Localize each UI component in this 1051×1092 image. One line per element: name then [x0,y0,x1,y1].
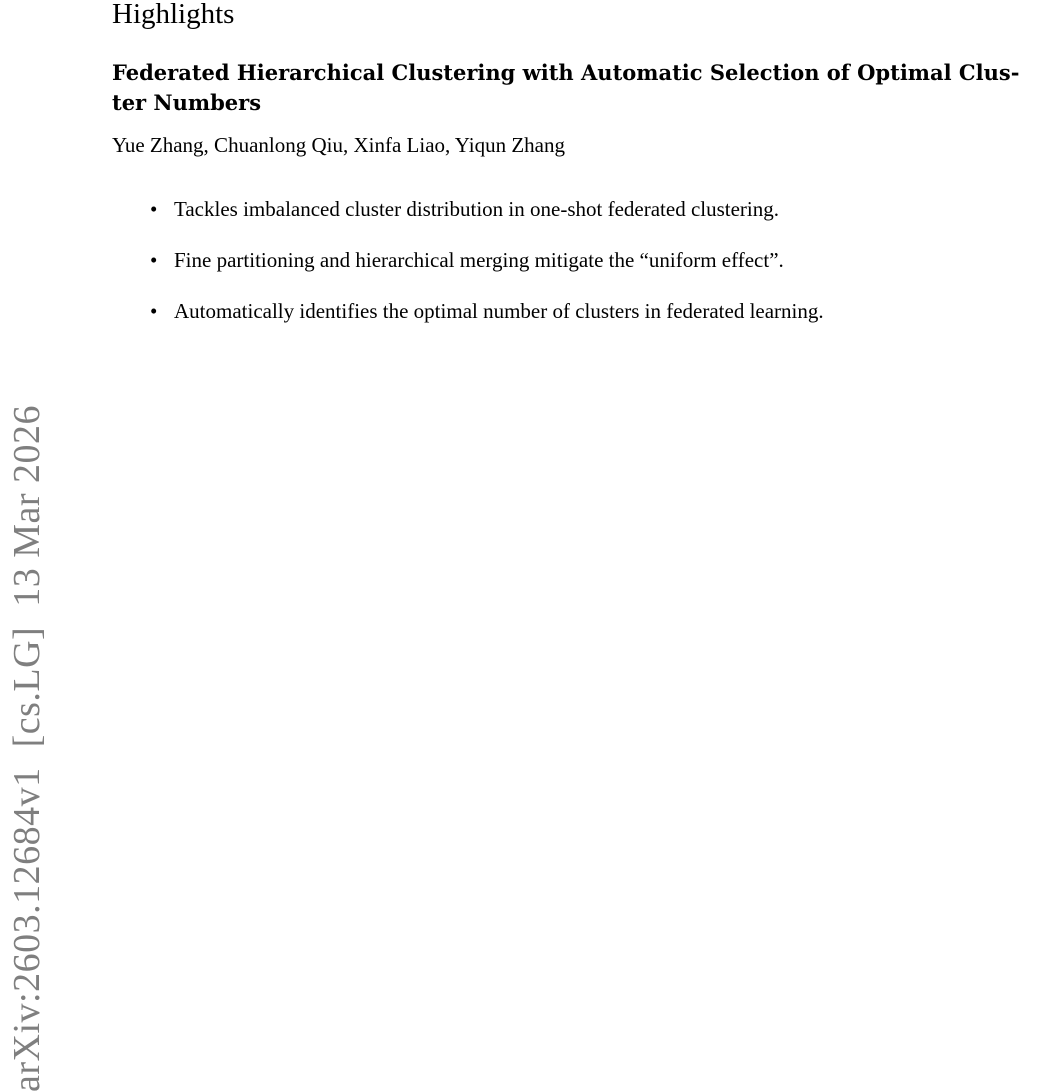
paper-title-line-2: ter Numbers [112,90,262,115]
paper-title-line-1: Federated Hierarchical Clustering with Automatic Selection of Optimal Clus- [112,60,1020,85]
highlight-text: Fine partitioning and hierarchical merging mitigate the “uniform effect”. [174,248,784,272]
author-list: Yue Zhang, Chuanlong Qiu, Xinfa Liao, Yiqun Zhang [112,133,565,157]
paper-title [112,58,1047,118]
section-heading: Highlights [112,0,235,30]
highlight-text: Automatically identifies the optimal number of clusters in federated learning. [174,299,824,323]
bullet-icon: • [150,197,158,221]
highlight-item [148,195,824,223]
highlight-item [148,246,824,274]
bullet-icon: • [150,248,158,272]
highlights-list [148,195,824,348]
highlight-text: Tackles imbalanced cluster distribution in one-shot federated clustering. [174,197,780,221]
highlight-item [148,297,824,325]
arxiv-watermark: arXiv:2603.12684v1 [cs.LG] 13 Mar 2026 [6,404,48,1092]
bullet-icon: • [150,299,158,323]
